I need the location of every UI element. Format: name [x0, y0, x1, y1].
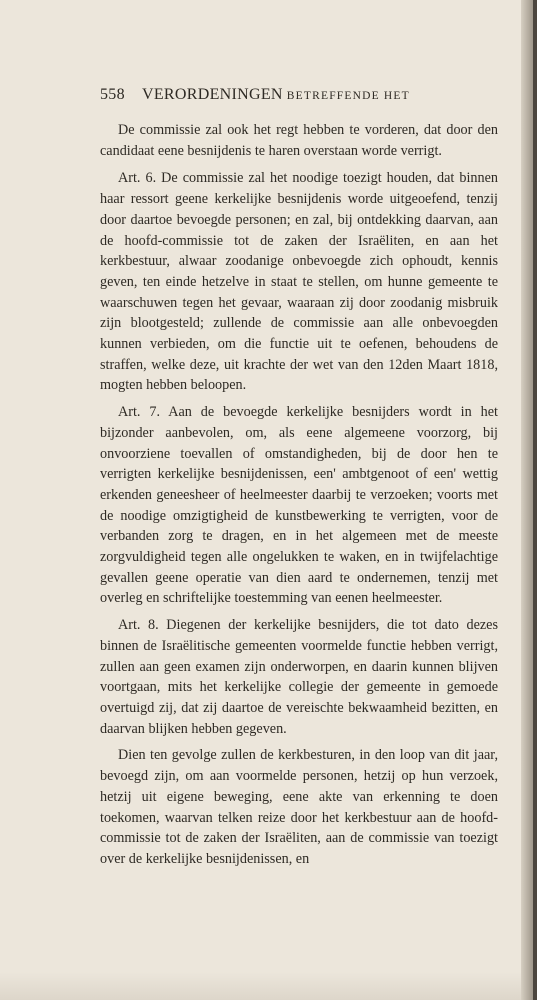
- paragraph-consequence: Dien ten gevolge zullen de kerkbesturen, in den loop van dit jaar, bevoegd zijn, om aan voormelde personen, hetzij op hun verzoek, hetzij uit eigene beweging, eene akte van erkenning te doen toekomen, waarvan telken reize door het kerkbestuur aan de hoofd-commissie tot de zaken der Israëliten, aan de commissie van toezigt over de kerkelijke besnijdenissen, en: [100, 747, 498, 867]
- book-spine-shadow: [533, 0, 537, 1000]
- body-text: [100, 120, 498, 876]
- paragraph-art-6: Art. 6. De commissie zal het noodige toezigt houden, dat binnen haar ressort geene kerkelijke besnijdenis worde uitgeoefend, tenzij door daartoe bevoegde personen; en zal, bij ontdekking daarvan, aan de hoofd-commissie tot de zaken der Israëliten, en aan het kerkbestuur, alwaar zoodanige onbevoegde zich ophoudt, kennis geven, ten einde hetzelve in staat te stellen, om hunne gemeente te waarschuwen tegen het gevaar, waaraan zij door zoodanig misbruik zijn blootgesteld; zullende de commissie aan alle onbevoegden kunnen verbieden, om die functie uit te oefenen, behoudens de straffen, welke deze, uit krachte der wet van den 12den Maart 1818, mogten hebben beloopen.: [100, 170, 498, 394]
- paragraph-continuation: De commissie zal ook het regt hebben te vorderen, dat door den candidaat eene besnijdenis te haren overstaan worde verrigt.: [100, 122, 498, 159]
- paragraph-art-8: Art. 8. Diegenen der kerkelijke besnijders, die tot dato dezes binnen de Israëlitische gemeenten voormelde functie hebben verrigt, zullen aan geen examen zijn onderworpen, en daarin kunnen blijven voortgaan, mits het kerkelijke collegie der gemeente in gemoede overtuigd zij, dat zij daartoe de vereischte bekwaamheid bezitten, en daarvan blijken hebben gegeven.: [100, 617, 498, 737]
- running-header: [100, 86, 465, 108]
- paragraph-art-7: Art. 7. Aan de bevoegde kerkelijke besnijders wordt in het bijzonder aanbevolen, om, als eene algemeene voorzorg, bij onvoorziene toevallen of omstandigheden, bij de door hen te verrigten kerkelijke besnijdenissen, een' ambtgenoot of een' wettig erkenden geneesheer of heelmeester daarbij te verzoeken; voorts met de noodige omzigtigheid de kunstbewerking te verrigten, voor de verbanden zorg te dragen, en in het algemeen met de meeste zorgvuldigheid tegen alle ongelukken te waken, en in twijfelachtige gevallen geene operatie van dien aard te ondernemen, tenzij met overleg en schriftelijke toestemming van eenen heelmeester.: [100, 404, 498, 607]
- page-bottom-shadow: [0, 972, 537, 1000]
- header-title: VERORDENINGEN: [142, 86, 283, 103]
- page-number: 558: [100, 86, 125, 103]
- header-subtitle: BETREFFENDE HET: [286, 90, 410, 102]
